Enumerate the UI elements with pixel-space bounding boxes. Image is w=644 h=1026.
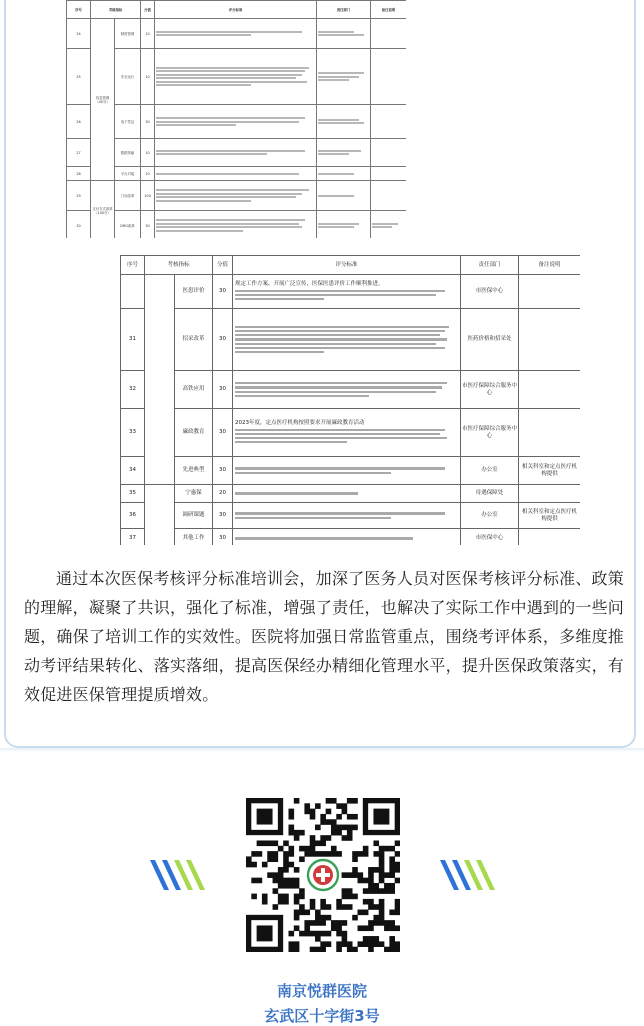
main-header-item: 考核指标 — [145, 256, 213, 275]
top-group-label: 支付方式改革（100分） — [91, 181, 115, 239]
top-header-no: 序号 — [67, 1, 91, 19]
top-row-score: 10 — [141, 167, 155, 181]
main-row-dept: 市医保中心 — [461, 275, 519, 309]
main-row-standard — [233, 529, 461, 546]
main-row-score: 30 — [213, 275, 233, 309]
main-row-no: 32 — [121, 371, 145, 409]
top-row-score: 100 — [141, 181, 155, 211]
main-row-score: 30 — [213, 371, 233, 409]
top-row-item: 安全运行 — [115, 49, 141, 105]
top-row-dept — [317, 139, 371, 167]
top-row-standard — [155, 49, 317, 105]
top-row-standard — [155, 19, 317, 49]
main-row-note — [519, 371, 580, 409]
top-row-item: 电子凭证 — [115, 105, 141, 139]
main-row-no: 31 — [121, 309, 145, 371]
top-row-score: 10 — [141, 19, 155, 49]
main-row-note: 相关科室和定点医疗机构提供 — [519, 503, 580, 529]
top-header-score: 分值 — [141, 1, 155, 19]
main-header-standard: 评分标准 — [233, 256, 461, 275]
main-row-no: 34 — [121, 457, 145, 485]
main-row-dept: 待遇保障处 — [461, 485, 519, 503]
card-shadow — [0, 748, 644, 752]
main-scanned-table — [120, 255, 580, 545]
top-header-note: 备注说明 — [371, 1, 407, 19]
top-row-standard — [155, 139, 317, 167]
main-row-dept: 医药价格和招采处 — [461, 309, 519, 371]
main-row-item: 廉政教育 — [175, 409, 213, 457]
top-row-no: 27 — [67, 139, 91, 167]
main-row-item: 先进典型 — [175, 457, 213, 485]
main-row-no: 33 — [121, 409, 145, 457]
main-row-dept: 市医疗保障综合服务中心 — [461, 371, 519, 409]
summary-paragraph: 通过本次医保考核评分标准培训会，加深了医务人员对医保考核评分标准、政策的理解，凝聚了共识，强化了标准，增强了责任，也解决了实际工作中遇到的一些问题，确保了培训工作的实效性。医院将加强日常监管重点，围绕考评体系，多维度推动考评结果转化、落实落细，提高医保经办精细化管理水平，提升医保政策落实，有效促进医保管理提质增效。 — [24, 569, 624, 704]
main-row-standard — [233, 503, 461, 529]
main-header-note: 备注说明 — [519, 256, 580, 275]
top-row-score: 10 — [141, 139, 155, 167]
top-row-no: 29 — [67, 181, 91, 211]
main-row-note — [519, 309, 580, 371]
main-row-standard — [233, 309, 461, 371]
main-row-score: 30 — [213, 409, 233, 457]
hospital-name: 南京悦群医院 — [276, 982, 367, 1000]
main-row-dept: 办公室 — [461, 503, 519, 529]
main-header-score: 分值 — [213, 256, 233, 275]
qr-code-icon[interactable] — [246, 798, 400, 952]
main-row-item: 招采改革 — [175, 309, 213, 371]
top-row-item: 数据传输 — [115, 139, 141, 167]
main-row-score: 30 — [213, 503, 233, 529]
top-row-item: 制度管理 — [115, 19, 141, 49]
main-row-dept: 办公室 — [461, 457, 519, 485]
top-row-no: 24 — [67, 19, 91, 49]
main-row-item: 调研课题 — [175, 503, 213, 529]
top-row-score: 10 — [141, 49, 155, 105]
main-row-note: 相关科室和定点医疗机构提供 — [519, 457, 580, 485]
main-row-note — [519, 409, 580, 457]
top-row-item: 门诊改革 — [115, 181, 141, 211]
main-row-note — [519, 275, 580, 309]
top-group-label: 信息管理（40分） — [91, 19, 115, 181]
top-row-dept — [317, 211, 371, 239]
main-row-no: 35 — [121, 485, 145, 503]
top-row-standard — [155, 167, 317, 181]
main-row-score: 30 — [213, 309, 233, 371]
top-row-no: 26 — [67, 105, 91, 139]
main-row-item: 医患评价 — [175, 275, 213, 309]
top-row-item: DRG改革 — [115, 211, 141, 239]
top-row-item: 平台对接 — [115, 167, 141, 181]
hospital-logo-icon — [306, 858, 340, 892]
stripe-decoration-right-icon — [440, 858, 496, 892]
main-row-standard — [233, 371, 461, 409]
top-scanned-table — [66, 0, 406, 238]
top-row-score: 30 — [141, 105, 155, 139]
main-row-standard: 规定工作方案，开展广泛宣传，医保医患评价工作顺利推进。 — [233, 275, 461, 309]
main-row-no: 36 — [121, 503, 145, 529]
main-row-dept: 市医疗保障综合服务中心 — [461, 409, 519, 457]
main-row-standard — [233, 485, 461, 503]
main-row-note — [519, 529, 580, 546]
main-row-dept: 市医保中心 — [461, 529, 519, 546]
top-row-dept — [317, 181, 371, 211]
top-row-no: 28 — [67, 167, 91, 181]
main-row-no: 37 — [121, 529, 145, 546]
top-row-no: 30 — [67, 211, 91, 239]
main-header-dept: 责任部门 — [461, 256, 519, 275]
main-row-item: 高铁应用 — [175, 371, 213, 409]
stripe-decoration-left-icon — [150, 858, 206, 892]
main-row-item: 宁惠保 — [175, 485, 213, 503]
main-row-standard — [233, 457, 461, 485]
top-header-item: 考核指标 — [91, 1, 141, 19]
top-row-standard — [155, 181, 317, 211]
main-row-no — [121, 275, 145, 309]
hospital-address: 玄武区十字街3号 — [264, 1007, 380, 1025]
top-row-score: 30 — [141, 211, 155, 239]
main-row-note — [519, 485, 580, 503]
top-row-dept — [317, 167, 371, 181]
top-row-dept — [317, 19, 371, 49]
main-row-score: 30 — [213, 457, 233, 485]
top-row-standard — [155, 211, 317, 239]
main-row-score: 20 — [213, 485, 233, 503]
main-row-standard: 2023年度，定点医疗机构按照要求开展廉政教育活动 — [233, 409, 461, 457]
top-row-no: 25 — [67, 49, 91, 105]
top-header-dept: 责任部门 — [317, 1, 371, 19]
top-row-dept — [317, 49, 371, 105]
top-header-standard: 评分标准 — [155, 1, 317, 19]
main-row-score: 30 — [213, 529, 233, 546]
main-header-no: 序号 — [121, 256, 145, 275]
top-row-dept — [317, 105, 371, 139]
top-row-standard — [155, 105, 317, 139]
main-row-item: 其他工作 — [175, 529, 213, 546]
